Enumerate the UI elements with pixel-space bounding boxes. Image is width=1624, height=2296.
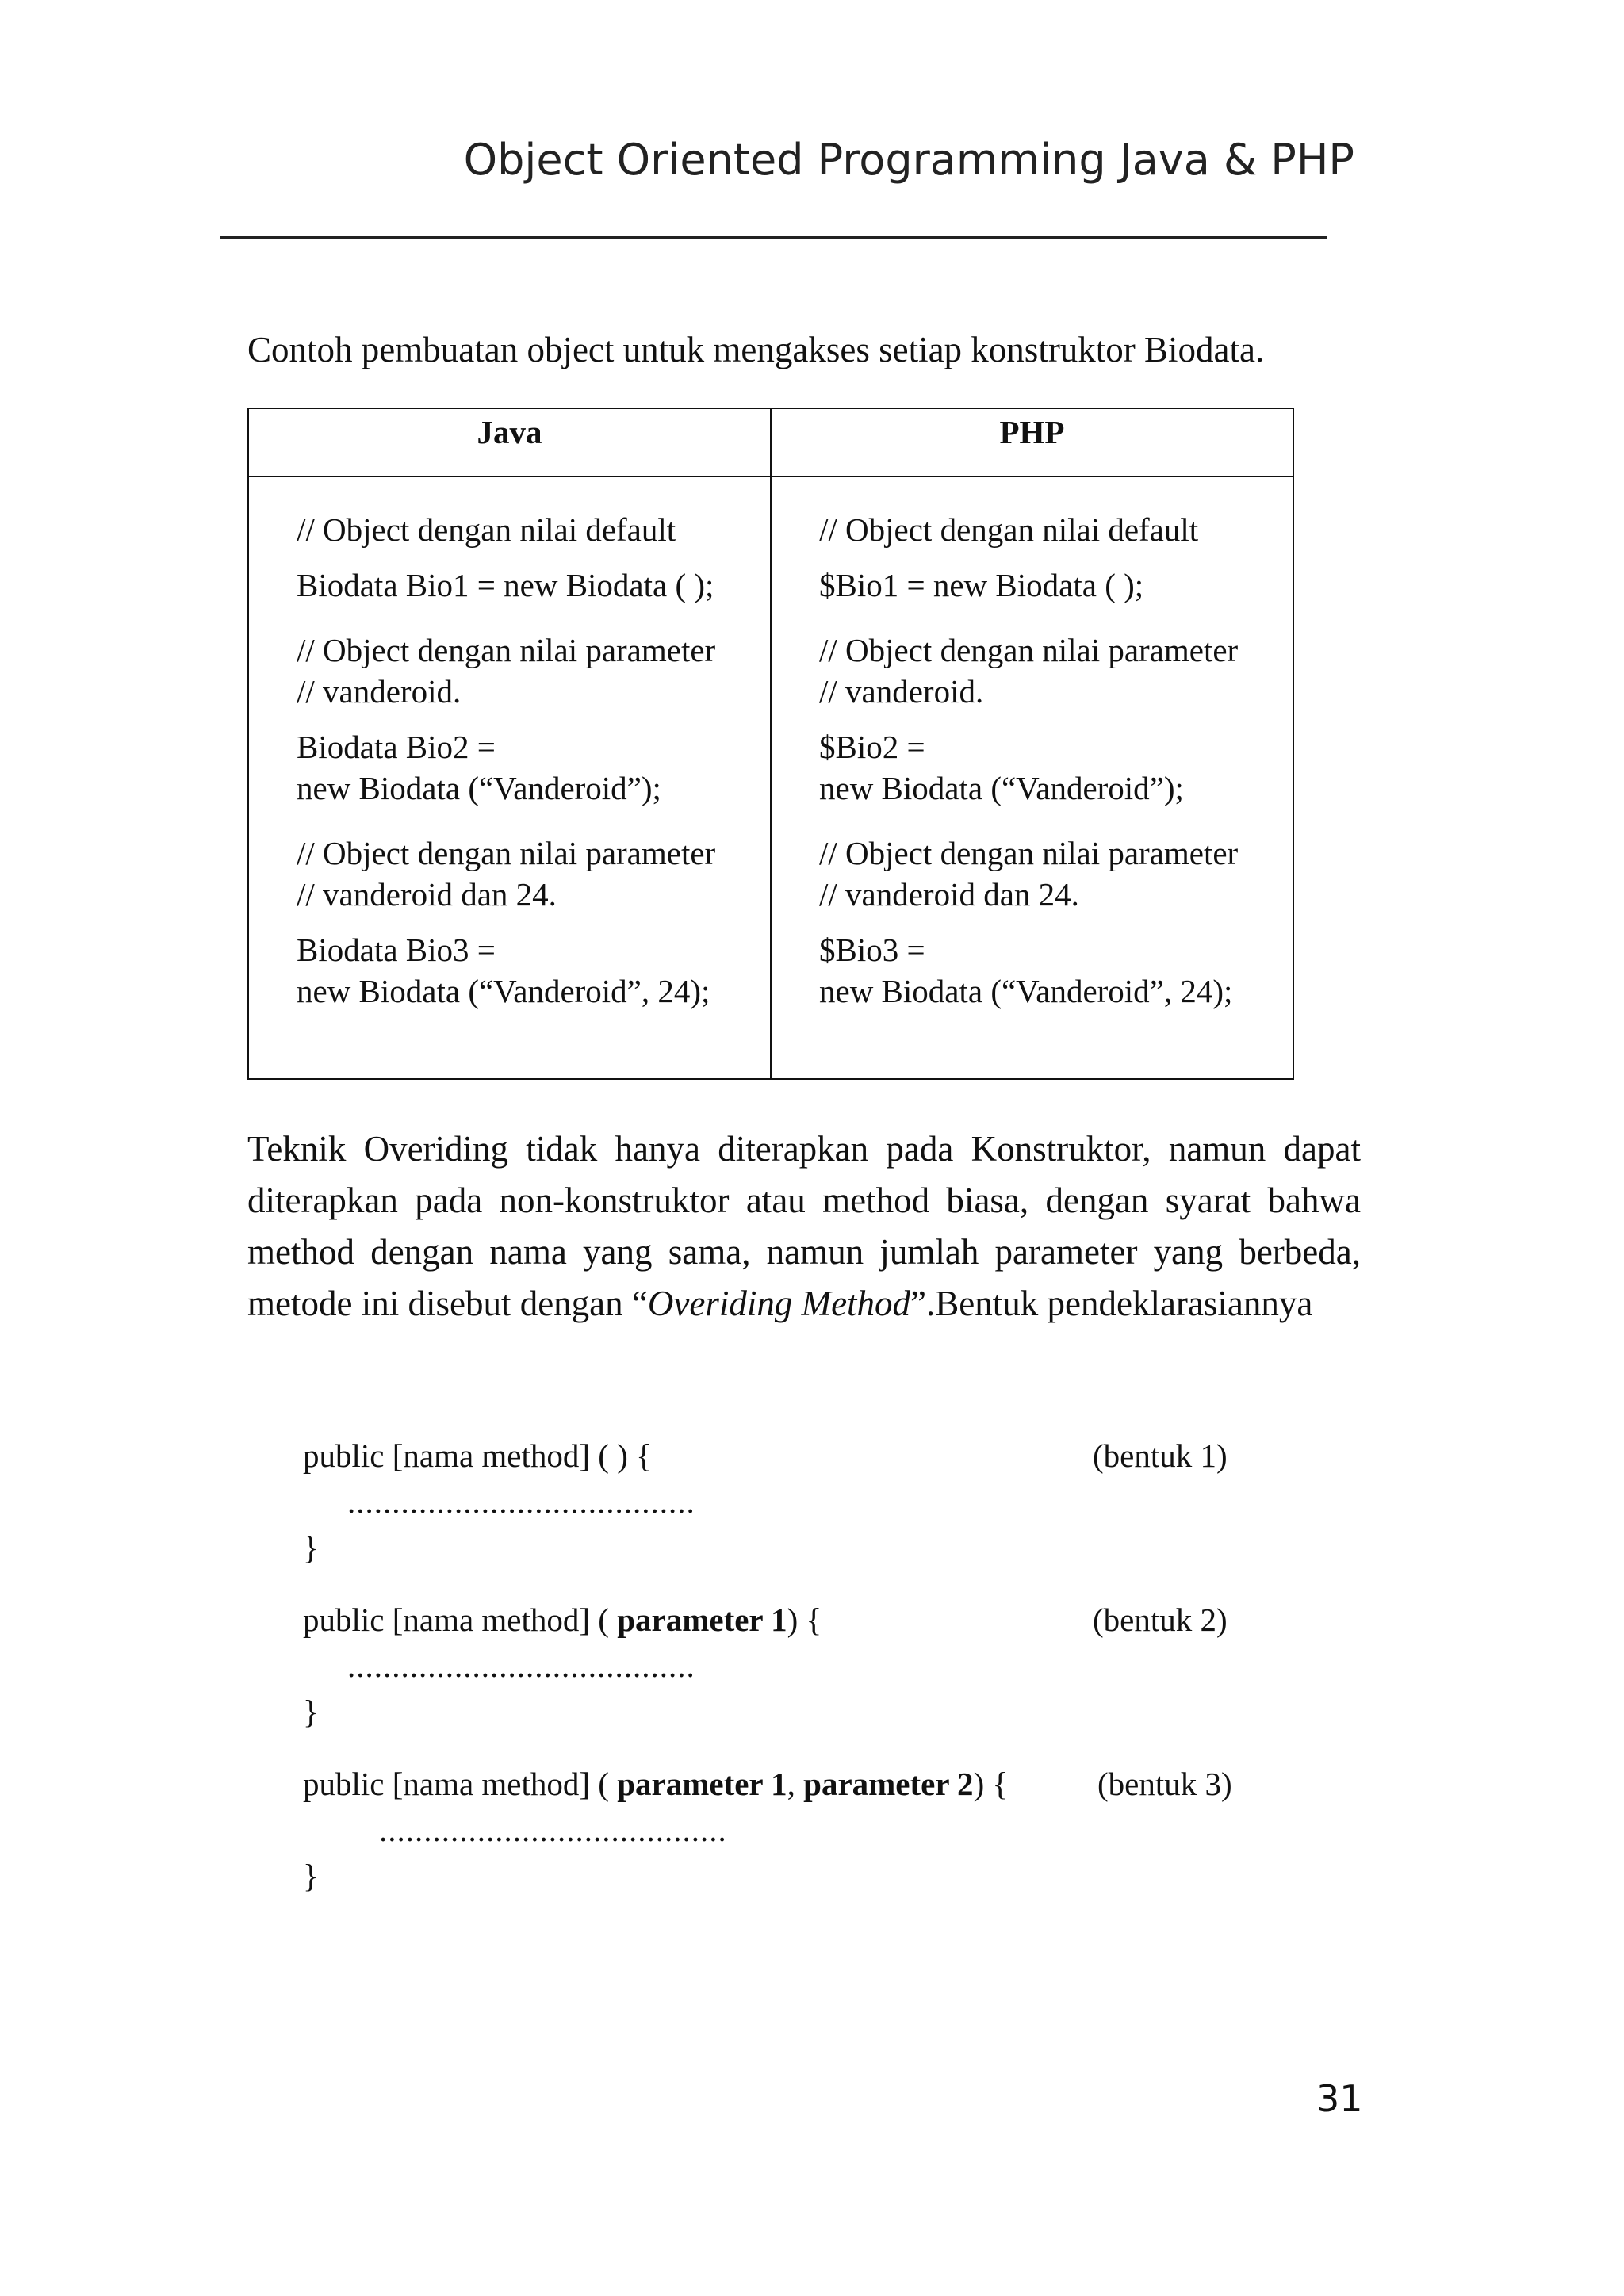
paragraph-text-end: ”.Bentuk pendeklarasiannya bbox=[910, 1284, 1313, 1323]
java-block-default bbox=[297, 509, 770, 606]
overriding-paragraph bbox=[247, 1123, 1361, 1330]
code-comment: // Object dengan nilai parameter bbox=[819, 835, 1239, 871]
method-close-brace: } bbox=[303, 1693, 319, 1730]
running-header-title: Object Oriented Programming Java & PHP bbox=[463, 135, 1354, 185]
method-signature-end: ) { bbox=[973, 1766, 1009, 1802]
method-parameter: parameter 2 bbox=[803, 1766, 974, 1802]
method-close-brace: } bbox=[303, 1529, 319, 1566]
form-label: (bentuk 2) bbox=[1093, 1601, 1228, 1638]
form-label: (bentuk 1) bbox=[1093, 1437, 1228, 1474]
code-statement: new Biodata (“Vanderoid”, 24); bbox=[297, 973, 710, 1009]
php-block-default bbox=[819, 509, 1293, 606]
intro-sentence: Contoh pembuatan object untuk mengakses setiap konstruktor Biodata. bbox=[247, 330, 1265, 369]
method-body-dots: ....................................... bbox=[347, 1483, 695, 1520]
code-comment: // vanderoid dan 24. bbox=[297, 876, 557, 913]
php-block-one-param bbox=[819, 629, 1293, 809]
method-signature-end: ) { bbox=[787, 1601, 822, 1638]
code-statement: new Biodata (“Vanderoid”, 24); bbox=[819, 973, 1233, 1009]
paragraph-italic-term: Overiding Method bbox=[647, 1284, 911, 1323]
java-code-cell bbox=[248, 476, 771, 1079]
code-comment: // Object dengan nilai parameter bbox=[297, 835, 716, 871]
code-statement: Biodata Bio1 = new Biodata ( ); bbox=[297, 567, 714, 603]
code-statement: $Bio3 = bbox=[819, 932, 925, 968]
code-comment: // vanderoid. bbox=[819, 673, 984, 710]
code-statement: $Bio2 = bbox=[819, 729, 925, 765]
method-separator: , bbox=[787, 1766, 804, 1802]
method-signature: public [nama method] ( bbox=[303, 1601, 618, 1638]
code-statement: $Bio1 = new Biodata ( ); bbox=[819, 567, 1144, 603]
method-parameter: parameter 1 bbox=[617, 1766, 787, 1802]
page-number: 31 bbox=[1316, 2077, 1363, 2120]
java-block-two-params bbox=[297, 832, 770, 1012]
method-close-brace: } bbox=[303, 1858, 319, 1894]
code-comment: // Object dengan nilai default bbox=[819, 511, 1199, 548]
java-column-header: Java bbox=[248, 408, 771, 476]
paragraph-text: Teknik Overiding tidak hanya diterapkan pada Konstruktor, namun dapat diterapkan pada non-konstruktor atau method biasa, dengan syarat bahwa method dengan nama yang sama, namun jumlah parameter yang berbeda, metode ini disebut dengan “ bbox=[247, 1129, 1361, 1323]
code-statement: Biodata Bio3 = bbox=[297, 932, 496, 968]
code-statement: new Biodata (“Vanderoid”); bbox=[819, 770, 1184, 806]
php-code-cell bbox=[771, 476, 1293, 1079]
method-body-dots: ....................................... bbox=[347, 1647, 695, 1684]
method-signature: public [nama method] ( ) { bbox=[303, 1437, 652, 1474]
method-form-2 bbox=[303, 1597, 1228, 1735]
form-label: (bentuk 3) bbox=[1097, 1766, 1232, 1802]
header-divider bbox=[220, 236, 1327, 239]
code-comment: // vanderoid. bbox=[297, 673, 462, 710]
code-comment: // Object dengan nilai default bbox=[297, 511, 676, 548]
code-statement: Biodata Bio2 = bbox=[297, 729, 496, 765]
method-form-1 bbox=[303, 1433, 1228, 1571]
php-block-two-params bbox=[819, 832, 1293, 1012]
method-form-3 bbox=[303, 1761, 1232, 1899]
code-comment: // Object dengan nilai parameter bbox=[297, 632, 716, 668]
comparison-table bbox=[247, 408, 1294, 1080]
method-parameter: parameter 1 bbox=[617, 1601, 787, 1638]
java-block-one-param bbox=[297, 629, 770, 809]
code-comment: // vanderoid dan 24. bbox=[819, 876, 1079, 913]
method-signature: public [nama method] ( bbox=[303, 1766, 618, 1802]
php-column-header: PHP bbox=[771, 408, 1293, 476]
code-comment: // Object dengan nilai parameter bbox=[819, 632, 1239, 668]
code-statement: new Biodata (“Vanderoid”); bbox=[297, 770, 661, 806]
method-body-dots: ....................................... bbox=[379, 1812, 727, 1848]
